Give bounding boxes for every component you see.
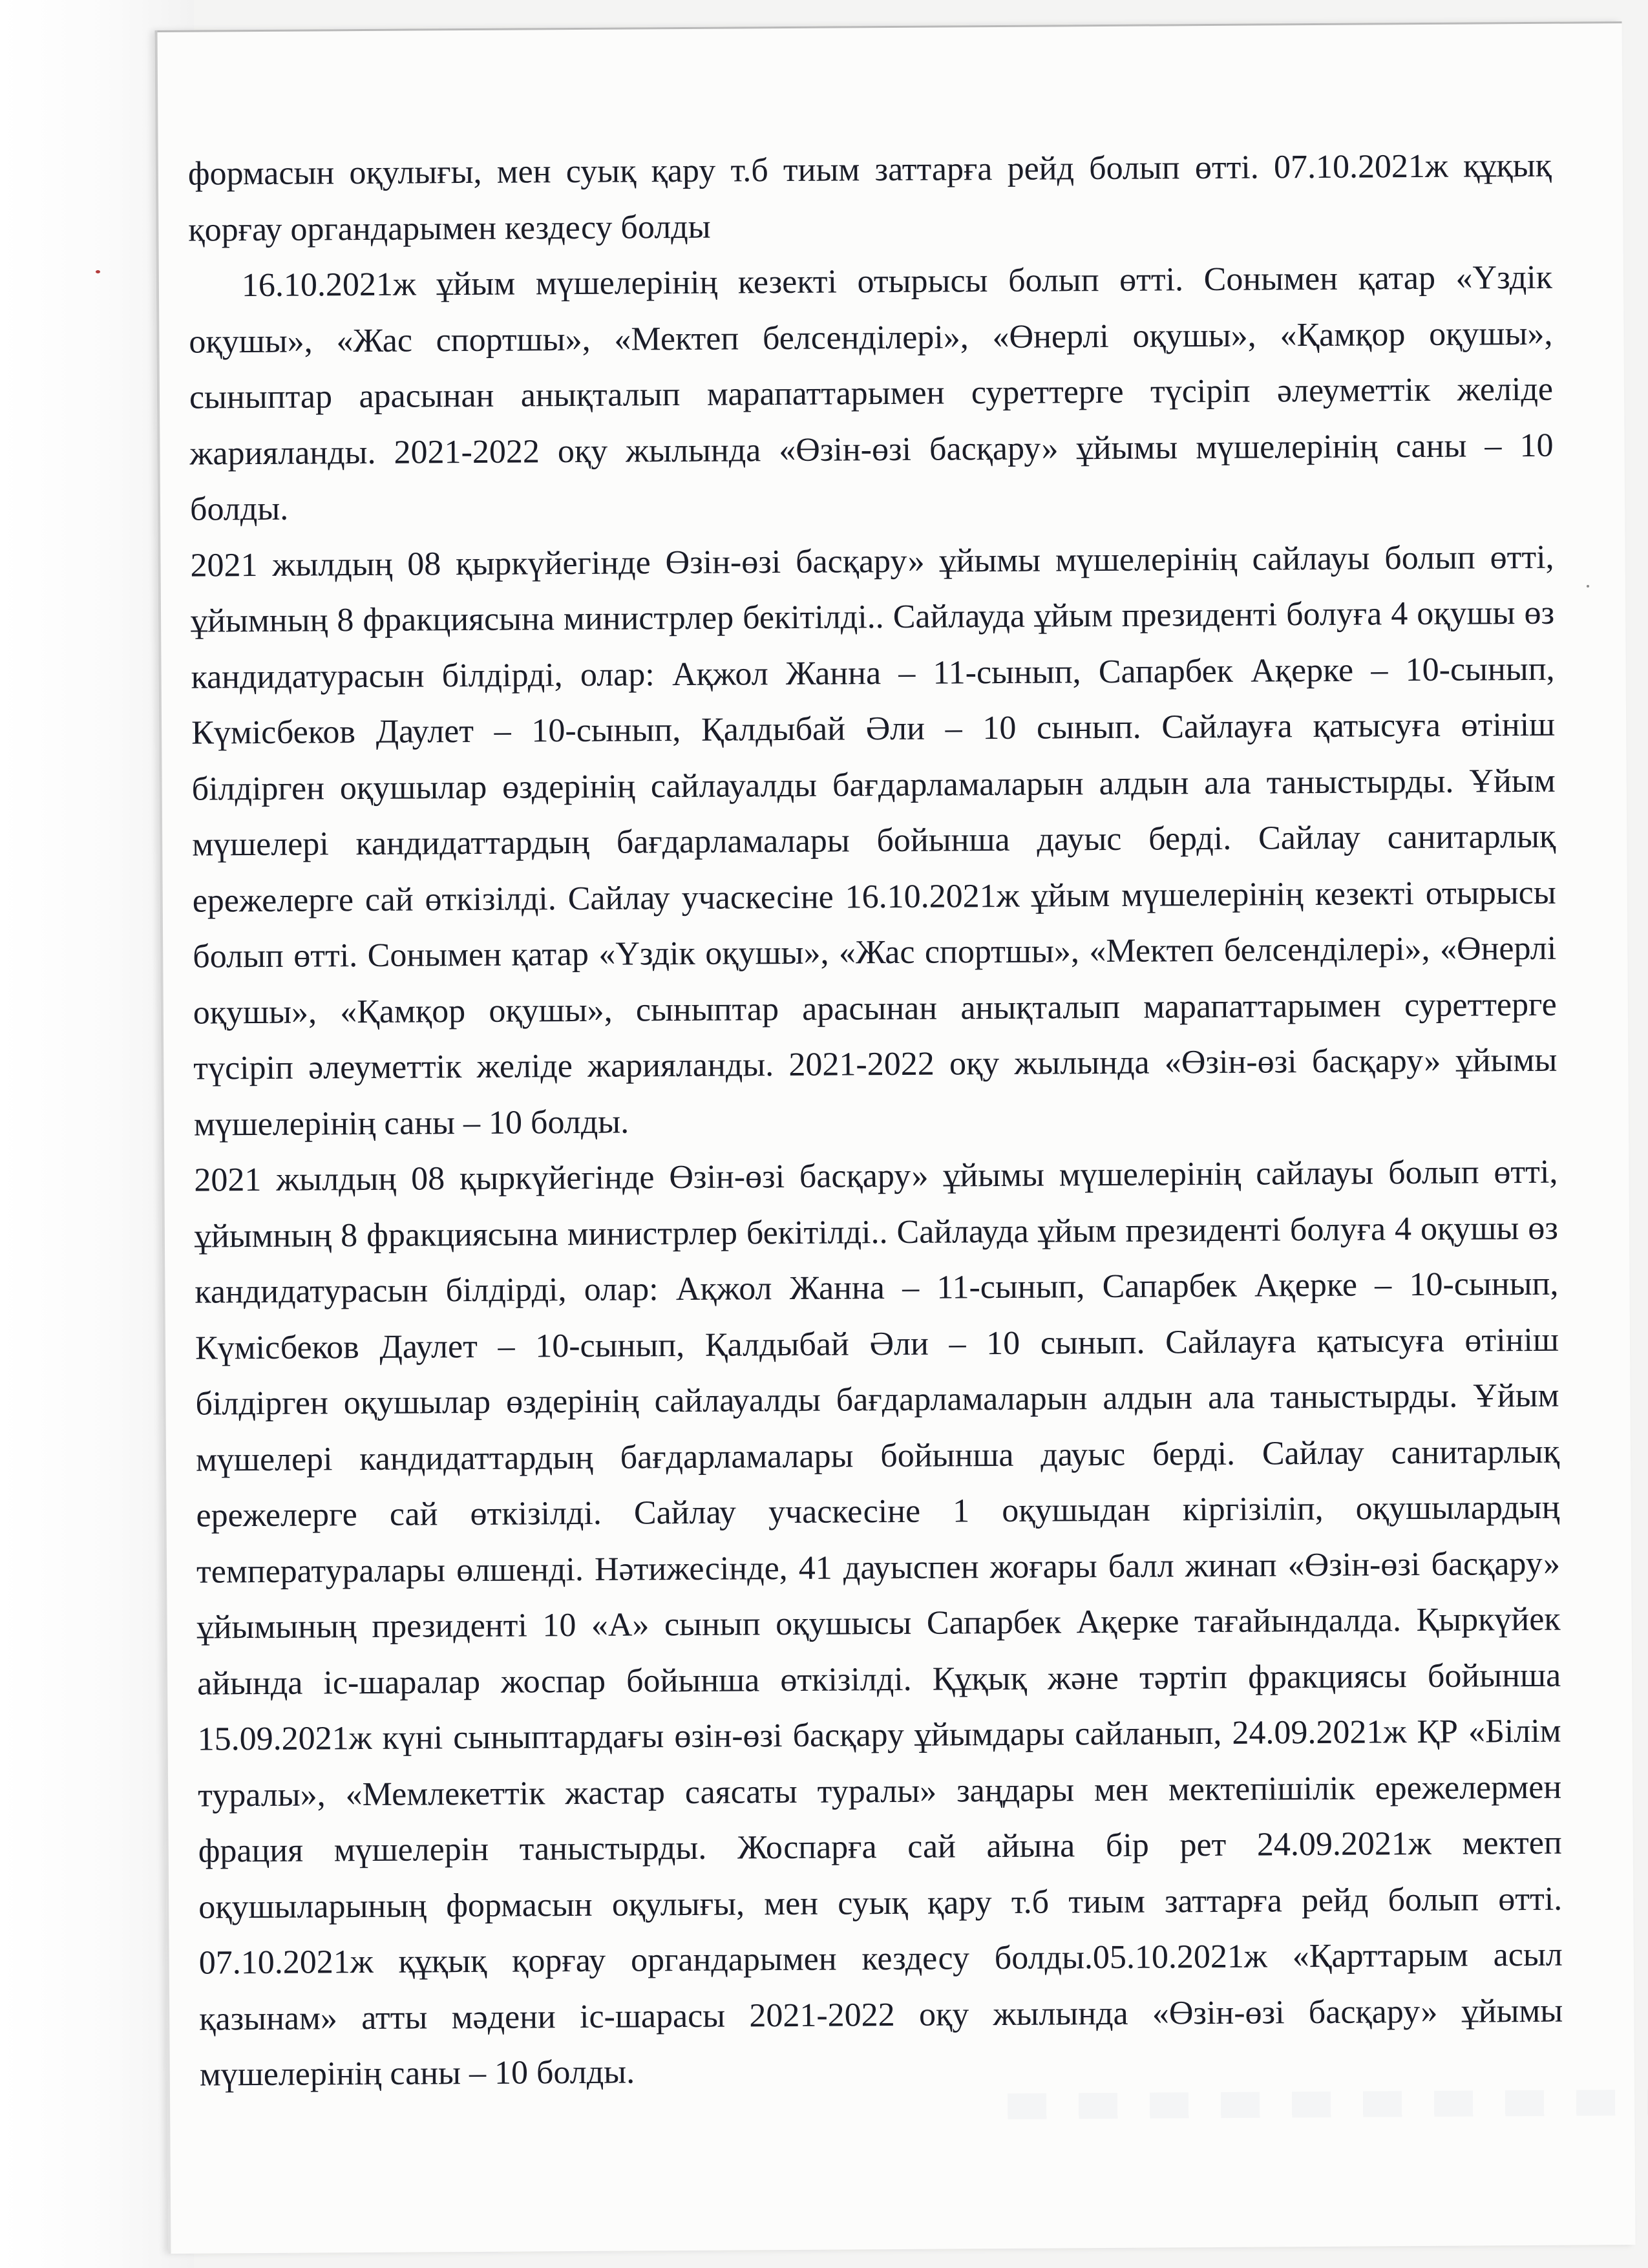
paragraph-2: 16.10.2021ж ұйым мүшелерінің кезекті отырысы болып өтті. Сонымен қатар «Үздік оқушы», «Жас спортшы», «Мектеп белсенділері», «Өнерлі оқушы», «Қамқор оқушы», сыныптар арасынан анықталып марапаттарымен суреттерге түсіріп әлеуметтік желіде жарияланды. 2021-2022 оқу жылында «Өзін-өзі басқару» ұйымы мүшелерінің саны – 10 болды.: [189, 259, 1554, 528]
paragraph-1: формасын оқулығы, мен суық қару т.б тиым заттарға рейд болып өтті. 07.10.2021ж құқық қорғау органдарымен кездесу болды: [187, 147, 1552, 249]
paragraph-3: 2021 жылдың 08 қыркүйегінде Өзін-өзі басқару» ұйымы мүшелерінің сайлауы болып өтті, ұйымның 8 фракциясына министрлер бекітілді.. Сайлауда ұйым президенті болуға 4 оқушы өз кандидатурасын білдірді, олар: Ақжол Жанна – 11-сынып, Сапарбек Ақерке – 10-сынып, Күмісбеков Даулет – 10-сынып, Қалдыбай Әли – 10 сынып. Сайлауға қатысуға өтініш білдірген оқушылар өздерінің сайлауалды бағдарламаларын алдын ала таныстырды. Ұйым мүшелері кандидаттардың бағдарламалары бойынша дауыс берді. Сайлау санитарлық ережелерге сай өткізілді. Сайлау учаскесіне 16.10.2021ж ұйым мүшелерінің кезекті отырысы болып өтті. Сонымен қатар «Үздік оқушы», «Жас спортшы», «Мектеп белсенділері», «Өнерлі оқушы», «Қамқор оқушы», сыныптар арасынан анықталып марапаттарымен суреттерге түсіріп әлеуметтік желіде жарияланды. 2021-2022 оқу жылында «Өзін-өзі басқару» ұйымы мүшелерінің саны – 10 болды.: [190, 538, 1558, 1143]
document-page: [155, 21, 1636, 2254]
dust-speck: [1587, 585, 1589, 588]
page-top-edge: [155, 21, 1622, 32]
pen-mark: [96, 270, 100, 273]
show-through-bleed: [1008, 2089, 1648, 2119]
document-body: [188, 138, 1563, 2103]
paragraph-4: 2021 жылдың 08 қыркүйегінде Өзін-өзі басқару» ұйымы мүшелерінің сайлауы болып өтті, ұйымның 8 фракциясына министрлер бекітілді.. Сайлауда ұйым президенті болуға 4 оқушы өз кандидатурасын білдірді, олар: Ақжол Жанна – 11-сынып, Сапарбек Ақерке – 10-сынып, Күмісбеков Даулет – 10-сынып, Қалдыбай Әли – 10 сынып. Сайлауға қатысуға өтініш білдірген оқушылар өздерінің сайлауалды бағдарламаларын алдын ала таныстырды. Ұйым мүшелері кандидаттардың бағдарламалары бойынша дауыс берді. Сайлау санитарлық ережелерге сай өткізілді. Сайлау учаскесіне 1 оқушыдан кіргізіліп, оқушылардың температуралары өлшенді. Нәтижесінде, 41 дауыспен жоғары балл жинап «Өзін-өзі басқару» ұйымының президенті 10 «А» сынып оқушысы Сапарбек Ақерке тағайындалда. Қыркүйек айында іс-шаралар жоспар бойынша өткізілді. Құқық және тәртіп фракциясы бойынша 15.09.2021ж күні сыныптардағы өзін-өзі басқару ұйымдары сайланып, 24.09.2021ж ҚР «Білім туралы», «Мемлекеттік жастар саясаты туралы» заңдары мен мектепішілік ережелермен фрация мүшелерін таныстырды. Жоспарға сай айына бір рет 24.09.2021ж мектеп оқушыларының формасын оқулығы, мен суық қару т.б тиым заттарға рейд болып өтті. 07.10.2021ж құқық қорғау органдарымен кездесу болды.05.10.2021ж «Қарттарым асыл қазынам» атты мәдени іс-шарасы 2021-2022 оқу жылында «Өзін-өзі басқару» ұйымы мүшелерінің саны – 10 болды.: [194, 1153, 1563, 2093]
